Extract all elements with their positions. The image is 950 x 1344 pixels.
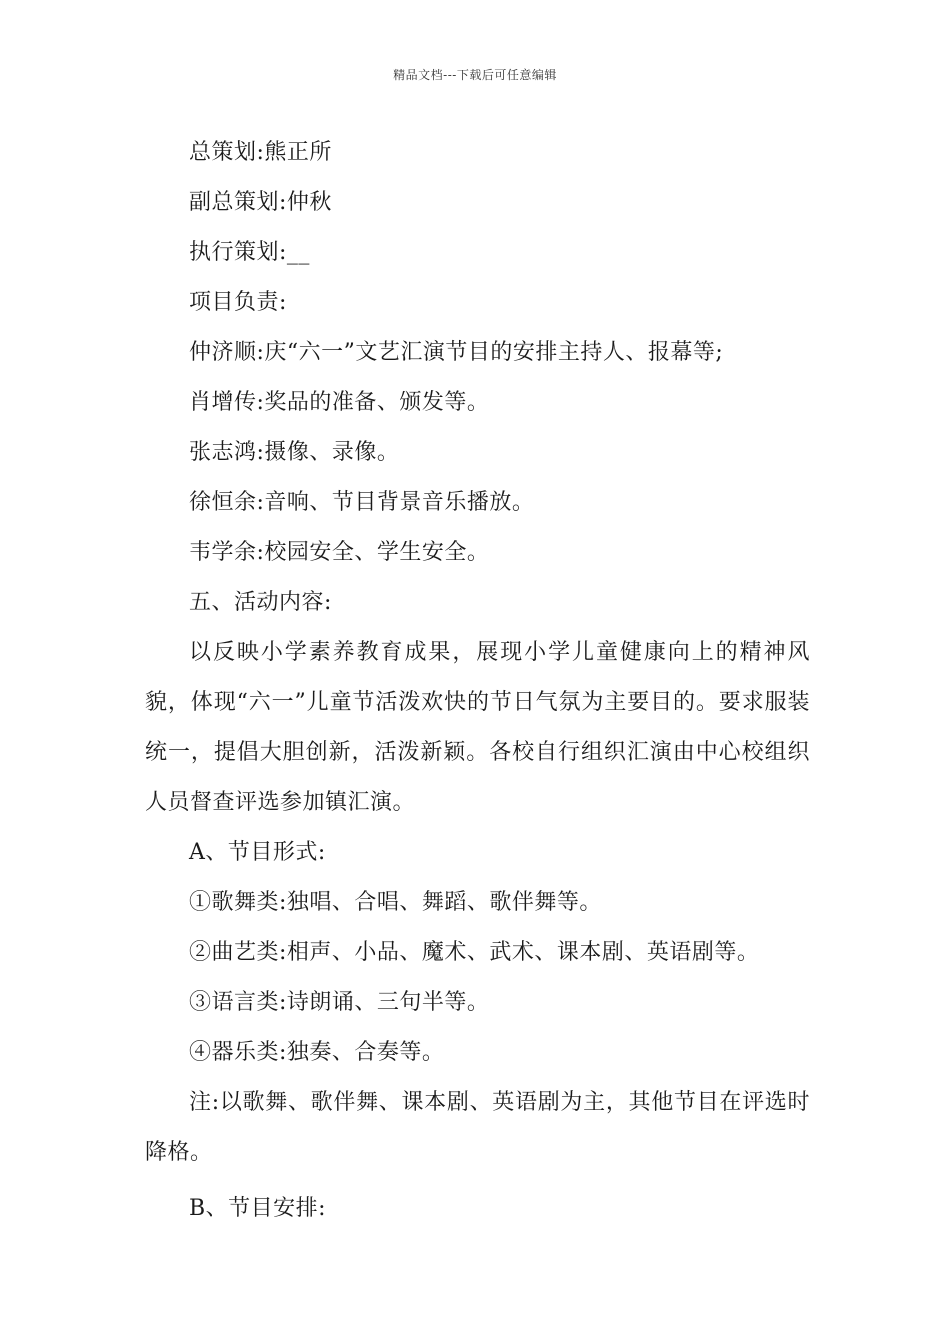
staff-line-project-leads: 项目负责: <box>189 290 287 315</box>
staff-line-chief-planner: 总策划:熊正所 <box>189 140 332 165</box>
program-type-instrumental: ④器乐类:独奏、合奏等。 <box>189 1040 445 1065</box>
staff-line-video: 张志鸿:摄像、录像。 <box>189 440 400 465</box>
section-a-heading: A、节目形式: <box>189 840 326 865</box>
staff-line-deputy-planner: 副总策划:仲秋 <box>189 190 332 215</box>
section-b-heading: B、节目安排: <box>189 1196 327 1221</box>
staff-line-safety: 韦学余:校园安全、学生安全。 <box>189 540 490 565</box>
staff-line-executive-planner: 执行策划:__ <box>189 240 310 265</box>
note-paragraph: 注:以歌舞、歌伴舞、课本剧、英语剧为主，其他节目在评选时降格。 <box>145 1090 810 1165</box>
program-type-folk-art: ②曲艺类:相声、小品、魔术、武术、课本剧、英语剧等。 <box>189 940 760 965</box>
program-type-language: ③语言类:诗朗诵、三句半等。 <box>189 990 490 1015</box>
program-type-song-dance: ①歌舞类:独唱、合唱、舞蹈、歌伴舞等。 <box>189 890 602 915</box>
staff-line-prizes: 肖增传:奖品的准备、颁发等。 <box>189 390 490 415</box>
document-body <box>145 128 810 1234</box>
content-paragraph: 以反映小学素养教育成果，展现小学儿童健康向上的精神风貌，体现“六一”儿童节活泼欢快的节日气氛为主要目的。要求服装统一，提倡大胆创新，活泼新颖。各校自行组织汇演由中心校组织人员督查评选参加镇汇演。 <box>145 640 810 815</box>
page-header: 精品文档---下载后可任意编辑 <box>393 68 557 82</box>
section-five-heading: 五、活动内容: <box>189 590 332 615</box>
staff-line-program-arrangement: 仲济顺:庆“六一”文艺汇演节目的安排主持人、报幕等; <box>189 340 724 365</box>
staff-line-sound: 徐恒余:音响、节目背景音乐播放。 <box>189 490 535 515</box>
